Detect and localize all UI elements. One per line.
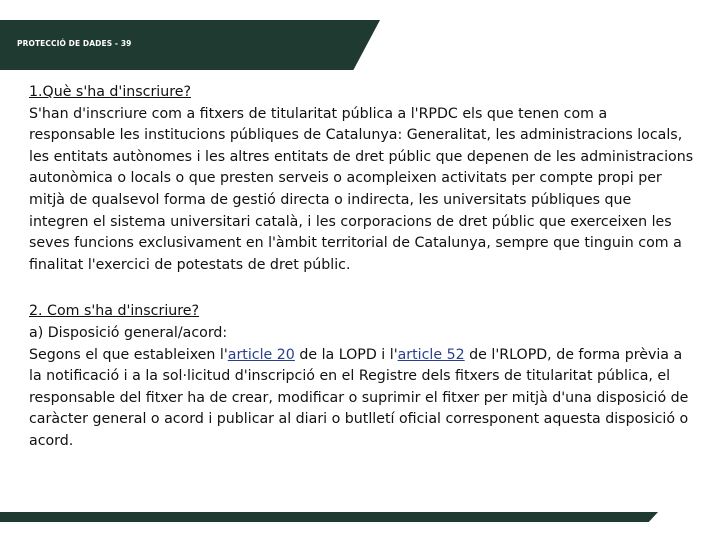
section2-body-part1: Segons el que estableixen l' (29, 346, 228, 363)
slide-title: PROTECCIÓ DE DADES - 39 (17, 39, 132, 48)
section-spacer (29, 276, 695, 301)
section2-body (29, 345, 695, 453)
section2-subheading: a) Disposició general/acord: (29, 324, 228, 341)
article-52-link[interactable]: article 52 (397, 346, 465, 363)
section2-body-part2: de la LOPD i l' (294, 346, 398, 363)
slide-content (29, 82, 695, 453)
article-20-link[interactable]: article 20 (227, 346, 295, 363)
section2-body-part3: de l'RLOPD, de forma prèvia a la notificació i a la sol·licitud d'inscripció en el Registre dels fitxers de titularitat pública, el responsable del fitxer ha de crear, modificar o suprimir el fitxer per mitjà d'una disposició de caràcter general o acord i publicar al diari o butlletí oficial corresponent aquesta disposició o acord. (29, 346, 689, 449)
section1-body: S'han d'inscriure com a fitxers de titularitat pública a l'RPDC els que tenen com a responsable les institucions públiques de Catalunya: Generalitat, les administracions locals, les entitats autònomes i les altres entitats de dret públic que depenen de les administracions autonòmica o locals o que presten serveis o acompleixen activitats per compte propi per mitjà de qualsevol forma de gestió directa o indirecta, les universitats públiques que integren el sistema universitari català, i les corporacions de dret públic que exerceixen les seves funcions exclusivament en l'àmbit territorial de Catalunya, sempre que tinguin com a finalitat l'exercici de potestats de dret públic. (29, 105, 694, 273)
footer-band (0, 512, 658, 522)
section2-heading: 2. Com s'ha d'inscriure? (29, 303, 200, 320)
section1-heading: 1.Què s'ha d'inscriure? (29, 84, 191, 100)
